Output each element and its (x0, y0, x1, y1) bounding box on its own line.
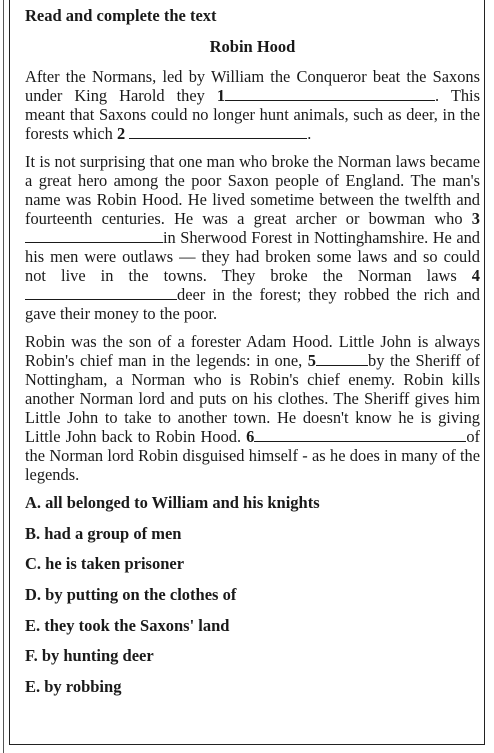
text-title: Robin Hood (209, 37, 296, 56)
paragraph-2-text-b: in Sherwood Forest in Nottinghamshire. He and his men were outlaws — they had broken some laws and so could not live in the towns. They broke the Norman laws (25, 228, 480, 285)
gap-blank-4[interactable] (25, 285, 177, 300)
option-g: E. by robbing (25, 677, 122, 697)
gap-number-5: 5 (307, 351, 316, 370)
gap-number-2: 2 (116, 124, 126, 143)
gap-blank-1[interactable] (225, 86, 435, 101)
worksheet (25, 6, 480, 708)
gap-blank-5[interactable] (316, 351, 368, 366)
paragraph-3-text-c: of the Norman lord Robin disguised himself - as he does in many of the legends. (25, 427, 480, 484)
paragraph-2 (25, 152, 480, 323)
option-c: C. he is taken prisoner (25, 554, 185, 574)
gap-blank-6[interactable] (254, 427, 466, 442)
paragraph-2-text-a: It is not surprising that one man who broke the Norman laws became a great hero among the poor Saxon people of England. The man's name was Robin Hood. He lived sometime between the twelfth and fourteenth centuries. He was a great archer or bowman who (25, 152, 480, 228)
option-a: A. all belonged to William and his knights (25, 493, 320, 512)
task-instruction: Read and complete the text (25, 6, 217, 25)
paragraph-1-text-b: . This meant that Saxons could no longer hunt animals, such as deer, in the forests which (25, 86, 480, 143)
gap-blank-3[interactable] (25, 228, 163, 243)
paragraph-3 (25, 332, 480, 484)
gap-number-3: 3 (471, 209, 480, 228)
option-d: D. by putting on the clothes of (25, 585, 237, 605)
gap-number-6: 6 (246, 427, 255, 446)
gap-blank-2[interactable] (129, 124, 307, 139)
paragraph-2-text-c: deer in the forest; they robbed the rich and gave their money to the poor. (25, 285, 480, 323)
option-b: B. had a group of men (25, 523, 182, 543)
paragraph-1 (25, 67, 480, 143)
paragraph-1-text-a: After the Normans, led by William the Conqueror beat the Saxons under King Harold they (25, 67, 480, 105)
option-e: E. they took the Saxons' land (25, 615, 230, 635)
gap-number-1: 1 (216, 86, 226, 105)
option-f: F. by hunting deer (25, 646, 154, 666)
paragraph-3-text-a: Robin was the son of a forester Adam Hood. Little John is always Robin's chief man in the legends: in one, (25, 332, 480, 370)
gap-number-4: 4 (471, 266, 480, 285)
paragraph-1-text-c: . (307, 124, 312, 143)
answer-options (25, 493, 480, 697)
left-margin-line (3, 0, 4, 753)
paragraph-3-text-b: by the Sheriff of Nottingham, a Norman who is Robin's chief enemy. Robin kills another Norman lord and puts on his clothes. The Sheriff gives him Little John to take to another town. He doesn't know he is giving Little John back to Robin Hood. (25, 351, 480, 446)
